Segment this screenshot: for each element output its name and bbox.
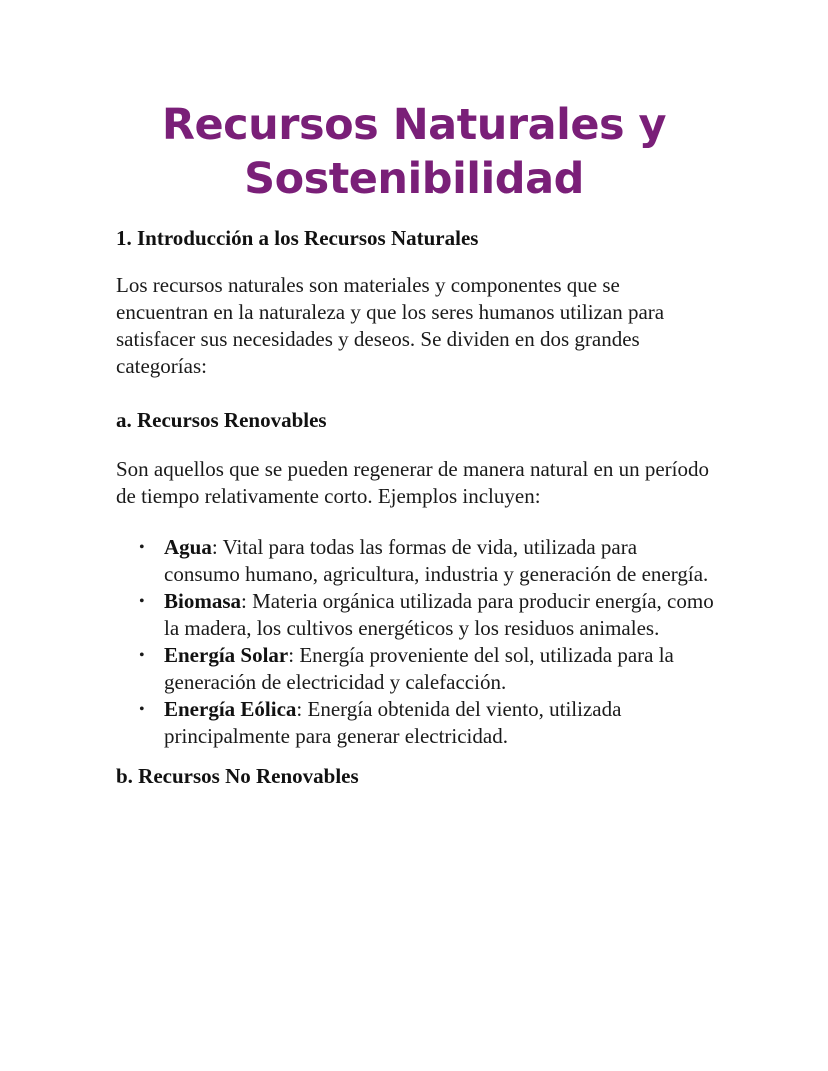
bullet-icon: • <box>139 647 145 664</box>
list-item-term: Energía Solar <box>164 643 289 667</box>
list-item-description: : Materia orgánica utilizada para producir energía, como la madera, los cultivos energéticos y los residuos animales. <box>164 589 714 640</box>
list-item-description: : Vital para todas las formas de vida, utilizada para consumo humano, agricultura, industria y generación de energía. <box>164 535 709 586</box>
bullet-icon: • <box>139 593 145 610</box>
list-item <box>116 534 716 588</box>
renewables-list <box>116 534 716 750</box>
subsection-heading-renewables: a. Recursos Renovables <box>116 408 327 432</box>
list-item <box>116 642 716 696</box>
section-heading-introduction: 1. Introducción a los Recursos Naturales <box>116 226 479 250</box>
bullet-icon: • <box>139 539 145 556</box>
renewables-paragraph: Son aquellos que se pueden regenerar de manera natural en un período de tiempo relativamente corto. Ejemplos incluyen: <box>116 457 710 508</box>
bullet-icon: • <box>139 701 145 718</box>
list-item <box>116 588 716 642</box>
intro-paragraph: Los recursos naturales son materiales y componentes que se encuentran en la naturaleza y que los seres humanos utilizan para satisfacer sus necesidades y deseos. Se dividen en dos grandes categorías: <box>116 273 665 378</box>
document-title: Recursos Naturales y Sostenibilidad <box>161 100 667 204</box>
list-item-term: Biomasa <box>164 589 242 613</box>
list-item-term: Energía Eólica <box>164 697 297 721</box>
list-item <box>116 696 716 750</box>
subsection-heading-non-renewables: b. Recursos No Renovables <box>116 764 359 788</box>
list-item-term: Agua <box>164 535 212 559</box>
list-item-description: : Energía proveniente del sol, utilizada para la generación de electricidad y calefacción. <box>164 643 674 694</box>
list-item-description: : Energía obtenida del viento, utilizada principalmente para generar electricidad. <box>164 697 622 748</box>
document-body <box>116 222 716 792</box>
